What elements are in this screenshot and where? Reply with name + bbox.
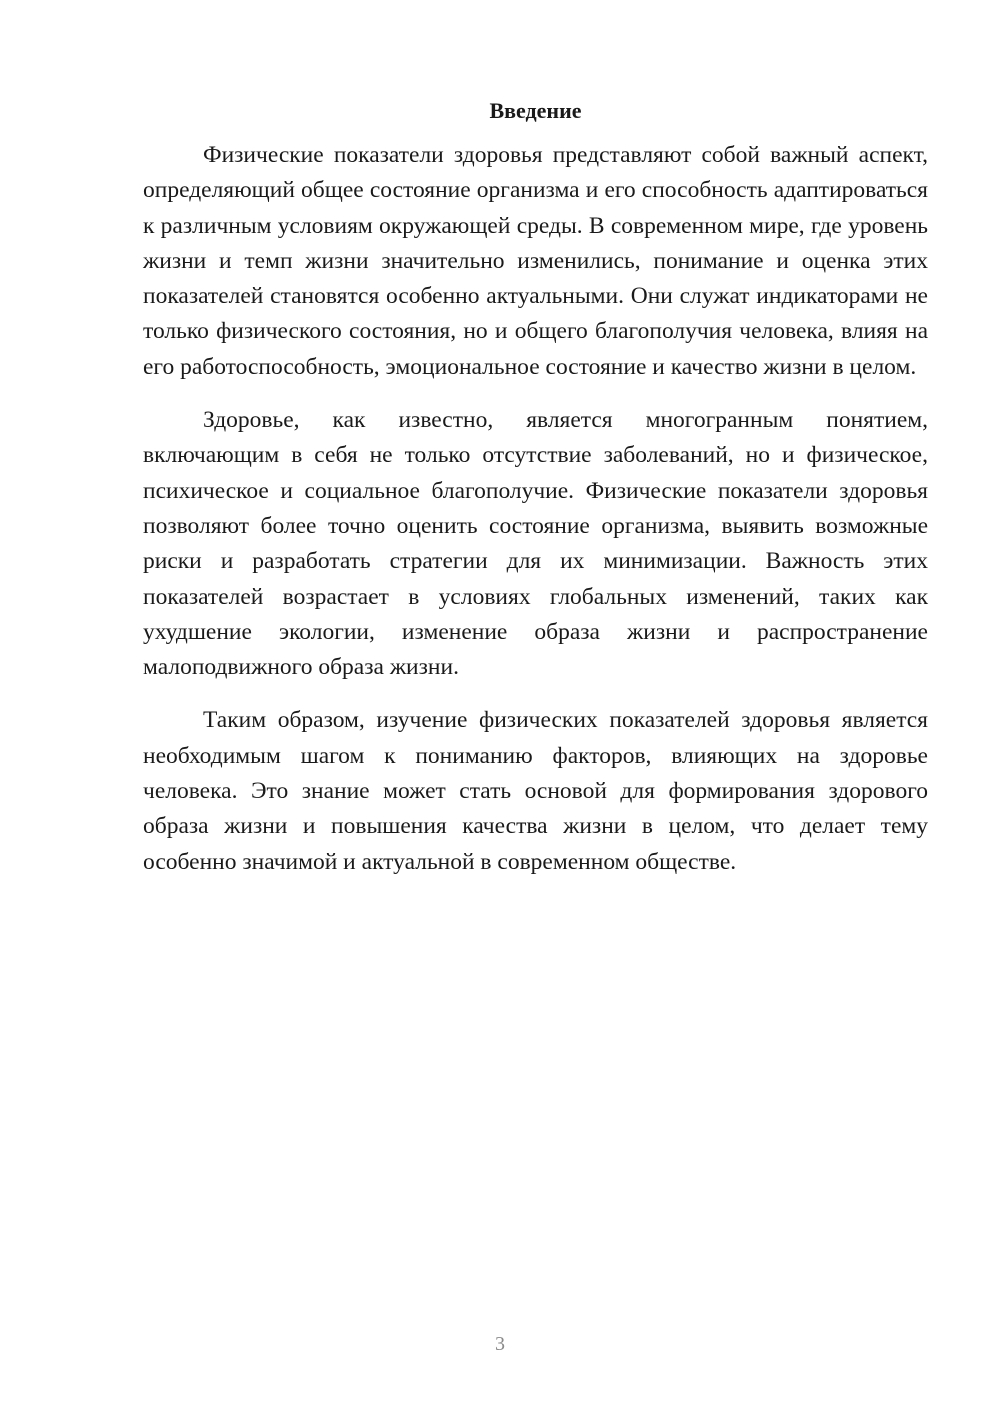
paragraph-3: Таким образом, изучение физических показателей здоровья является необходимым шагом к пониманию факторов, влияющих на здоровье человека. Это знание может стать основой для формирования здорового образа жизни и повышения качества жизни в целом, что делает тему особенно значимой и актуальной в современном обществе. xyxy=(143,707,928,875)
paragraph-2: Здоровье, как известно, является многогранным понятием, включающим в себя не только отсутствие заболеваний, но и физическое, психическое и социальное благополучие. Физические показатели здоровья позволяют более точно оценить состояние организма, выявить возможные риски и разработать стратегии для их минимизации. Важность этих показателей возрастает в условиях глобальных изменений, таких как ухудшение экологии, изменение образа жизни и распространение малоподвижного образа жизни. xyxy=(143,407,928,681)
paragraph-1: Физические показатели здоровья представляют собой важный аспект, определяющий общее состояние организма и его способность адаптироваться к различным условиям окружающей среды. В современном мире, где уровень жизни и темп жизни значительно изменились, понимание и оценка этих показателей становятся особенно актуальными. Они служат индикаторами не только физического состояния, но и общего благополучия человека, влияя на его работоспособность, эмоциональное состояние и качество жизни в целом. xyxy=(143,142,928,380)
section-title: Введение xyxy=(489,98,582,123)
page-number: 3 xyxy=(495,1333,505,1355)
page-content xyxy=(143,96,928,898)
